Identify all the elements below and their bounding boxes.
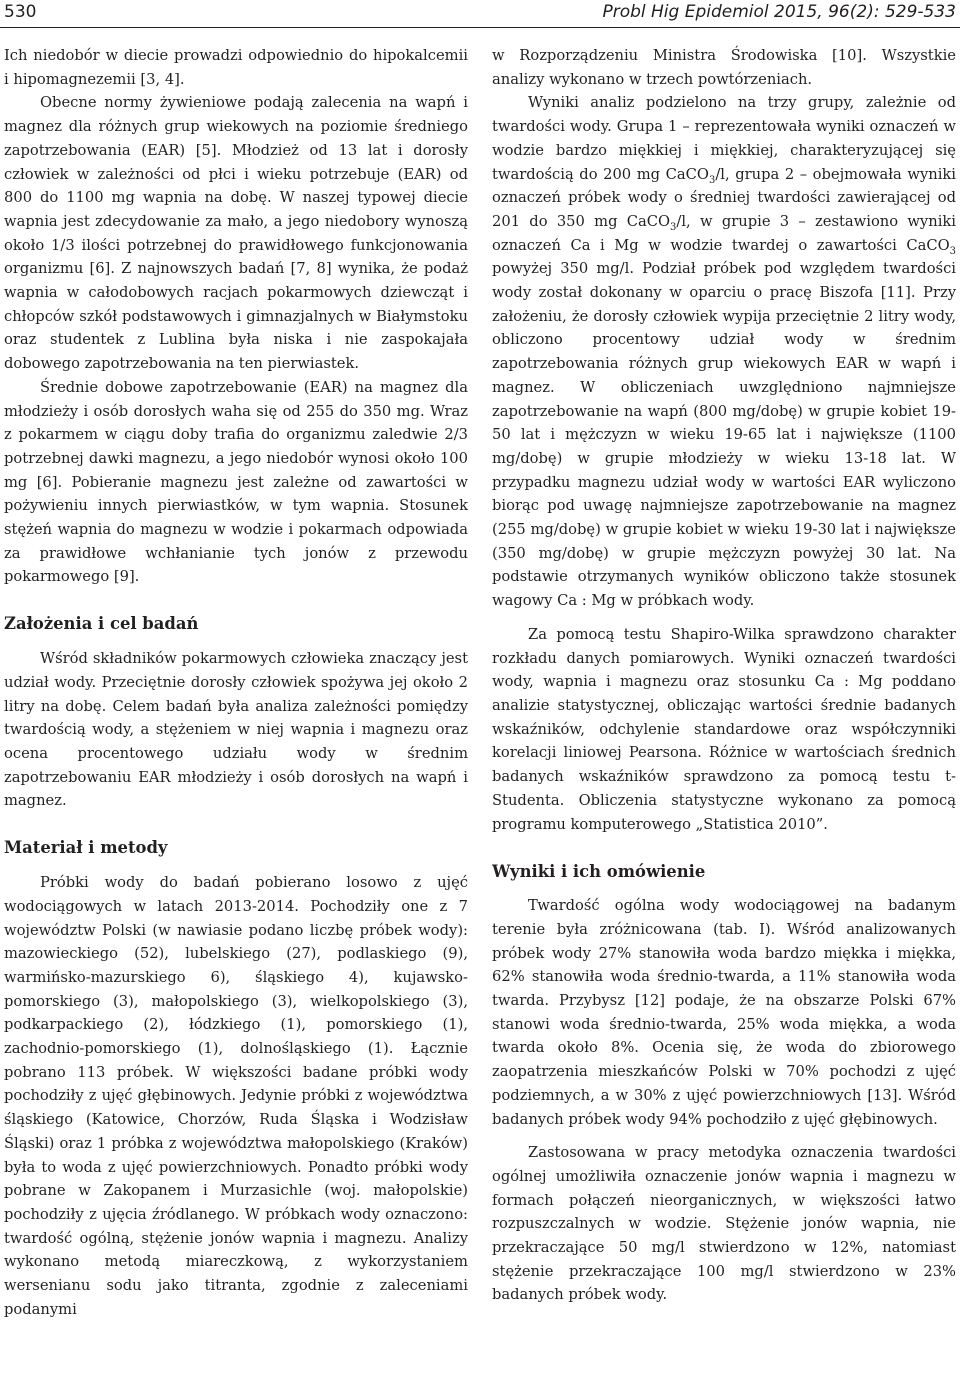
section-heading: Założenia i cel badań xyxy=(4,614,199,634)
text-run: Wyniki analiz podzielono na trzy grupy, zależnie od twardości wody. Grupa 1 – reprezentowała wyniki oznaczeń w wodzie bardzo miękkiej i miękkiej, charakteryzującej się twardością do 200 mg CaCO xyxy=(492,94,956,183)
right-column xyxy=(492,44,956,1307)
page-header xyxy=(0,0,960,26)
paragraph xyxy=(492,91,956,612)
subscript: 3 xyxy=(670,221,677,233)
paragraph: Twardość ogólna wody wodociągowej na badanym terenie była zróżnicowana (tab. I). Wśród analizowanych próbek wody 27% stanowiła woda bardzo miękka i miękka, 62% stanowiła woda średnio-twarda, a 11% stanowiła woda twarda. Przybysz [12] podaje, że na obszarze Polski 67% stanowi woda średnio-twarda, 25% woda miękka, a woda twarda około 8%. Ocenia się, że woda do zbiorowego zaopatrzenia mieszkańców Polski w 70% pochodzi z ujęć podziemnych, a w 30% z ujęć powierzchniowych [13]. Wśród badanych próbek wody 94% pochodziło z ujęć głębinowych. xyxy=(492,897,956,1128)
paragraph: w Rozporządzeniu Ministra Środowiska [10]. Wszystkie analizy wykonano w trzech powtórzeniach. xyxy=(492,47,956,88)
page-number: 530 xyxy=(4,2,37,22)
section-heading: Materiał i metody xyxy=(4,838,168,858)
paragraph: Próbki wody do badań pobierano losowo z ujęć wodociągowych w latach 2013-2014. Pochodziły one z 7 województw Polski (w nawiasie podano liczbę próbek wody): mazowieckiego (52), lubelskiego (27), podlaskiego (9), warmińsko-mazurskiego 6), śląskiego 4), kujawsko-pomorskiego (3), małopolskiego (3), wielkopolskiego (3), podkarpackiego (2), łódzkiego (1), pomorskiego (1), zachodnio-pomorskiego (1), dolnośląskiego (1). Łącznie pobrano 113 próbek. W większości badane próbki wody pochodziły z ujęć głębinowych. Jedynie próbki z województwa śląskiego (Katowice, Chorzów, Ruda Śląska i Wodzisław Śląski) oraz 1 próbka z województwa małopolskiego (Kraków) była to woda z ujęć powierzchniowych. Ponadto próbki wody pobrane w Zakopanem i Murzasichle (woj. małopolskie) pochodziły z ujęcia źródlanego. W próbkach wody oznaczono: twardość ogólną, stężenie jonów wapnia i magnezu. Analizy wykonano metodą miareczkową, z wykorzystaniem wersenianu sodu jako titranta, zgodnie z zaleceniami podanymi xyxy=(4,874,468,1318)
left-column xyxy=(4,44,468,1321)
paragraph: Średnie dobowe zapotrzebowanie (EAR) na magnez dla młodzieży i osób dorosłych waha się od 255 do 350 mg. Wraz z pokarmem w ciągu doby trafia do organizmu zaledwie 2/3 potrzebnej dawki magnezu, a jego niedobór wynosi około 100 mg [6]. Pobieranie magnezu jest zależne od zawartości w pożywieniu innych pierwiastków, w tym wapnia. Stosunek stężeń wapnia do magnezu w wodzie i pokarmach odpowiada za prawidłowe wchłanianie tych jonów z przewodu pokarmowego [9]. xyxy=(4,378,468,586)
paragraph: Ich niedobór w diecie prowadzi odpowiednio do hipokalcemii i hipomagnezemii [3, 4]. xyxy=(4,47,468,88)
text-run: powyżej 350 mg/l. Podział próbek pod względem twardości wody został dokonany w oparciu o pracę Biszofa [11]. Przy założeniu, że dorosły człowiek wypija przeciętnie 2 litry wody, obliczono procentowy udział wody w średnim zapotrzebowania różnych grup wiekowych EAR w wapń i magnez. W obliczeniach uwzględniono najmniejsze zapotrzebowanie na wapń (800 mg/dobę) w grupie kobiet 19-50 lat i mężczyzn w wieku 19-65 lat i największe (1100 mg/dobę) w grupie młodzieży w wieku 13-18 lat. W przypadku magnezu udział wody w wartości EAR wyliczono biorąc pod uwagę najmniejsze zapotrzebowanie na magnez (255 mg/dobę) w grupie kobiet w wieku 19-30 lat i największe (350 mg/dobę) w grupie mężczyzn powyżej 30 lat. Na podstawie otrzymanych wyników obliczono także stosunek wagowy Ca : Mg w próbkach wody. xyxy=(492,260,956,610)
header-divider xyxy=(0,27,960,28)
text-run: /l, grupa 2 – obejmowała wyniki oznaczeń próbek wody o średniej twardości zawierającej od 201 do 350 mg CaCO xyxy=(492,165,956,230)
journal-reference: Probl Hig Epidemiol 2015, 96(2): 529-533 xyxy=(602,2,956,22)
subscript: 3 xyxy=(949,245,956,257)
subscript: 3 xyxy=(708,174,716,186)
paragraph: Zastosowana w pracy metodyka oznaczenia twardości ogólnej umożliwiła oznaczenie jonów wapnia i magnezu w formach połączeń nieorganicznych, w większości łatwo rozpuszczalnych w wodzie. Stężenie jonów wapnia, nie przekraczające 50 mg/l stwierdzono w 12%, natomiast stężenie przekraczające 100 mg/l stwierdzono w 23% badanych próbek wody. xyxy=(492,1144,956,1304)
section-heading: Wyniki i ich omówienie xyxy=(492,862,706,882)
paragraph: Wśród składników pokarmowych człowieka znaczący jest udział wody. Przeciętnie dorosły człowiek spożywa jej około 2 litry na dobę. Celem badań była analiza zależności pomiędzy twardością wody, a stężeniem w niej wapnia i magnezu oraz ocena procentowego udziału wody w średnim zapotrzebowaniu EAR młodzieży i osób dorosłych na wapń i magnez. xyxy=(4,650,468,810)
paragraph: Za pomocą testu Shapiro-Wilka sprawdzono charakter rozkładu danych pomiarowych. Wyniki oznaczeń twardości wody, wapnia i magnezu oraz stosunku Ca : Mg poddano analizie statystycznej, obliczając wartości średnie badanych wskaźników, odchylenie standardowe oraz współczynniki korelacji liniowej Pearsona. Różnice w wartościach średnich badanych wskaźników sprawdzono za pomocą testu t-Studenta. Obliczenia statystyczne wykonano za pomocą programu komputerowego „Statistica 2010”. xyxy=(492,625,956,833)
paragraph: Obecne normy żywieniowe podają zalecenia na wapń i magnez dla różnych grup wiekowych na poziomie średniego zapotrzebowania (EAR) [5]. Młodzież od 13 lat i dorosły człowiek w zależności od płci i wieku potrzebuje (EAR) od 800 do 1100 mg wapnia na dobę. W naszej typowej diecie wapnia jest zdecydowanie za mało, a jego niedobory wynoszą około 1/3 ilości potrzebnej do prawidłowego funkcjonowania organizmu [6]. Z najnowszych badań [7, 8] wynika, że podaż wapnia w całodobowych racjach pokarmowych dziewcząt i chłopców szkół podstawowych i gimnazjalnych w Białymstoku oraz studentek z Lublina była niska i nie zaspokajała dobowego zapotrzebowania na ten pierwiastek. xyxy=(4,94,468,373)
text-run: /l, w grupie 3 – zestawiono wyniki oznaczeń Ca i Mg w wodzie twardej o zawartości CaCO xyxy=(492,212,956,254)
